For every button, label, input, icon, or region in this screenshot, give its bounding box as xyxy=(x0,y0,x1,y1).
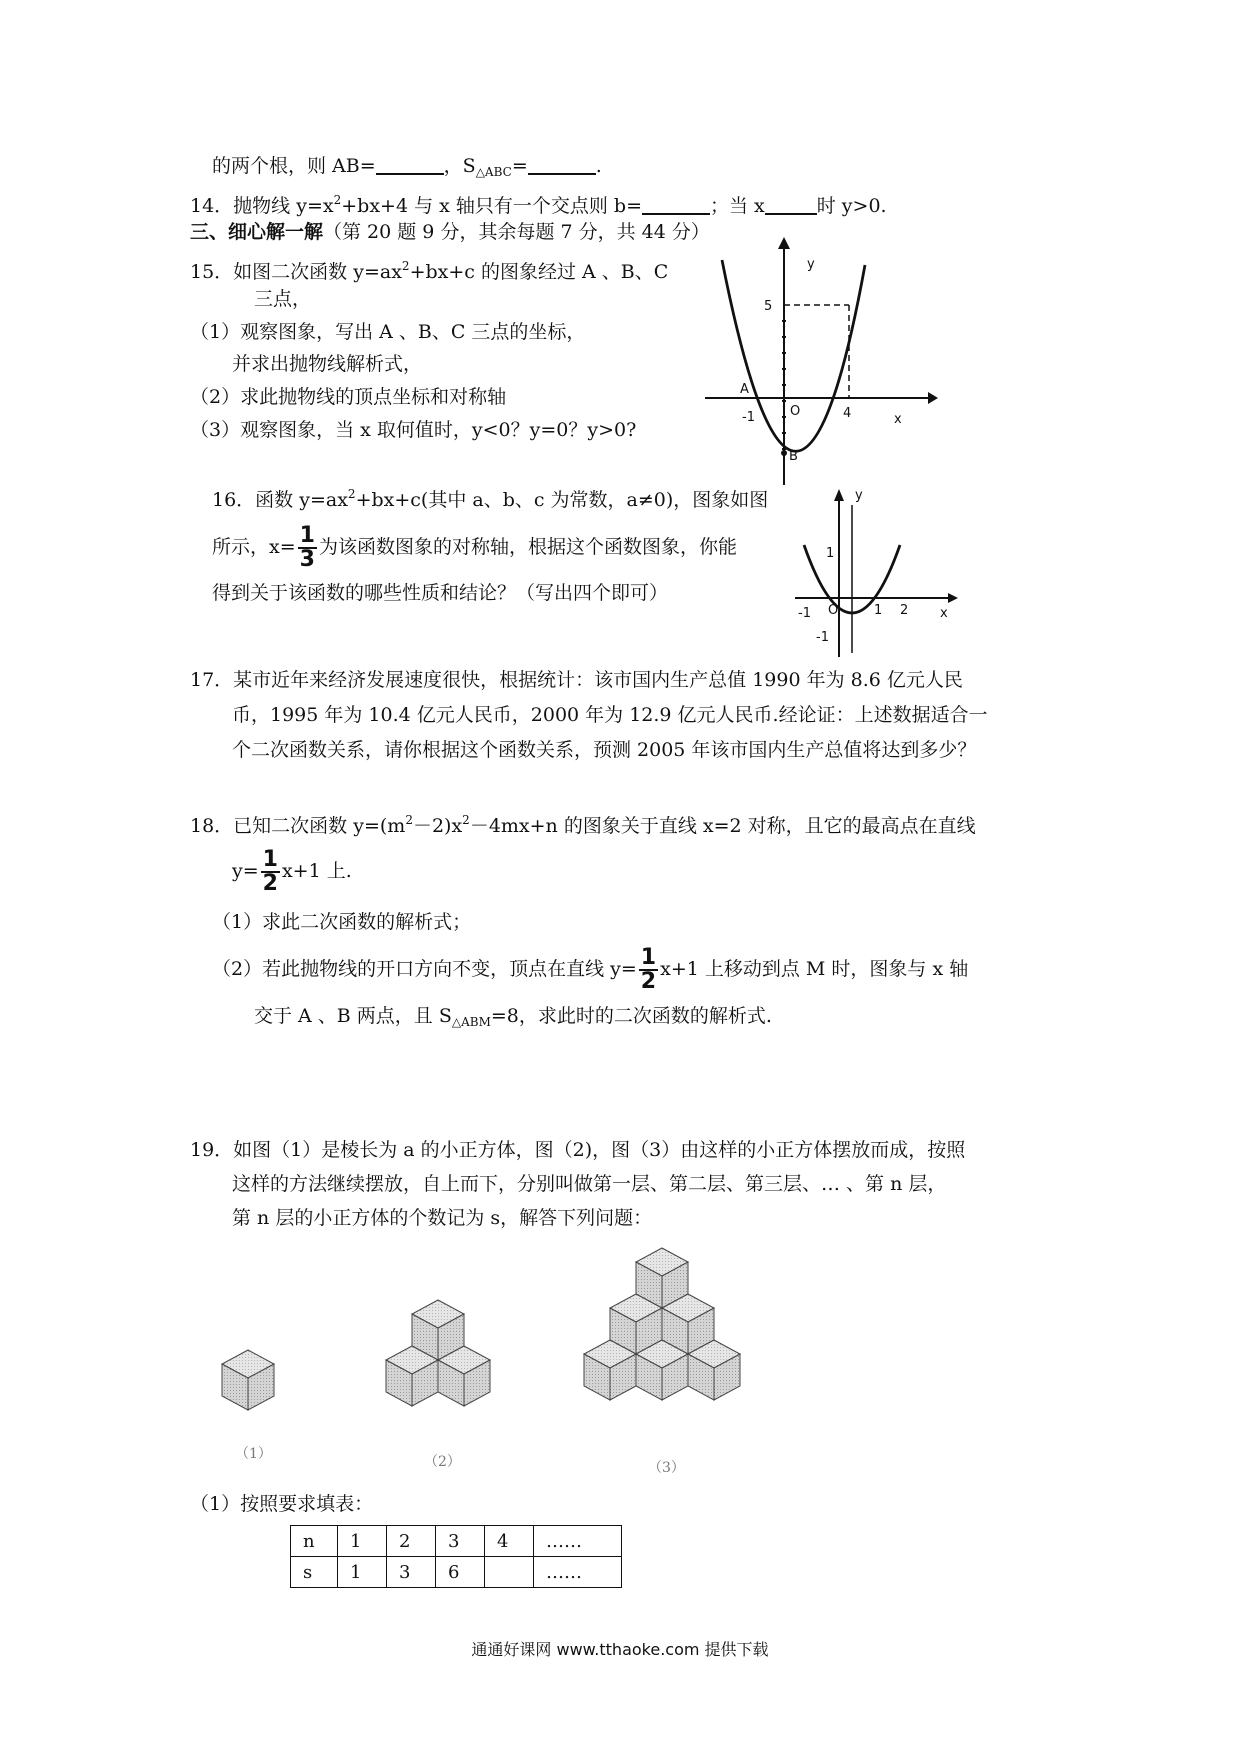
q18-l1c: －4mx+n 的图象关于直线 x=2 对称，且它的最高点在直线 xyxy=(469,815,976,837)
q14-line xyxy=(190,188,887,218)
q18-p2b: x+1 上移动到点 M 时，图象与 x 轴 xyxy=(660,958,969,980)
q16-line2 xyxy=(212,522,737,572)
q18-part3 xyxy=(254,1004,772,1034)
table-cell: 6 xyxy=(436,1557,485,1588)
q15-parabola-graph xyxy=(700,235,940,485)
q18-p2a: （2）若此抛物线的开口方向不变，顶点在直线 y= xyxy=(212,958,637,980)
table-cell: 1 xyxy=(338,1526,387,1557)
q18-part2 xyxy=(212,944,968,994)
q14-t1: 14．抛物线 y=x xyxy=(190,195,334,217)
one-half-fraction xyxy=(261,849,280,895)
q16-origin-label: O xyxy=(828,603,839,618)
q18-l1a: 18．已知二次函数 y=(m xyxy=(190,815,406,837)
table-cell: 3 xyxy=(436,1526,485,1557)
q16-line3: 得到关于该函数的哪些性质和结论？（写出四个即可） xyxy=(212,582,669,604)
table-cell: n xyxy=(291,1526,338,1557)
q16-onex-label: 1 xyxy=(874,603,883,618)
q16-line1b: +bx+c(其中 a、b、c 为常数，a≠0)，图象如图 xyxy=(355,489,769,511)
q15-part1a: （1）观察图象，写出 A 、B、C 三点的坐标， xyxy=(190,321,586,343)
b-answer-blank[interactable] xyxy=(642,195,710,215)
figure-1-caption: （1） xyxy=(235,1446,272,1462)
q16-sup: 2 xyxy=(347,487,356,501)
q15-part3: （3）观察图象，当 x 取何值时，y<0？y=0？y>0? xyxy=(190,419,637,441)
one-half-fraction-2 xyxy=(639,947,658,993)
q17-line2: 币，1995 年为 10.4 亿元人民币，2000 年为 12.9 亿元人民币.经论证：上述数据适合一 xyxy=(232,704,988,726)
table-cell: 2 xyxy=(387,1526,436,1557)
q15-x-label: x xyxy=(894,412,902,427)
q14-t2: +bx+4 与 x 轴只有一个交点则 b= xyxy=(341,195,642,217)
q15-line2: 三点， xyxy=(254,288,312,310)
q13-text2: ，S xyxy=(443,155,476,177)
figure-2-caption: （2） xyxy=(424,1454,461,1470)
q18-line2 xyxy=(232,846,352,896)
frac-den: 3 xyxy=(299,547,315,572)
q16-line1 xyxy=(212,482,768,512)
q13-tail xyxy=(212,154,602,184)
footer: 通通好课网 www.tthaoke.com 提供下载 xyxy=(471,1640,769,1659)
table-row xyxy=(291,1526,622,1557)
table-cell: 4 xyxy=(485,1526,534,1557)
q18-p3a: 交于 A 、B 两点，且 S xyxy=(254,1005,452,1027)
q18-l2b: x+1 上. xyxy=(281,860,352,882)
q18-part1: （1）求此二次函数的解析式； xyxy=(212,911,472,933)
q16-two-label: 2 xyxy=(900,603,909,618)
table-cell: …… xyxy=(534,1526,622,1557)
q18-l2a: y= xyxy=(232,860,259,882)
frac-num: 1 xyxy=(262,847,278,872)
q15-part1b: 并求出抛物线解析式， xyxy=(232,353,423,375)
q18-p3sub: △ABM xyxy=(451,1015,491,1029)
figure-3-caption: （3） xyxy=(648,1460,685,1476)
section-heading xyxy=(190,220,710,244)
q15-point-b-label: B xyxy=(789,449,798,464)
q15-line1 xyxy=(190,254,668,284)
frac-num: 1 xyxy=(640,945,657,970)
ab-answer-blank[interactable] xyxy=(376,155,444,175)
q13-sub: △ABC xyxy=(475,165,512,179)
q14-sup: 2 xyxy=(333,193,342,207)
x-answer-blank[interactable] xyxy=(765,195,817,215)
q13-text3: = xyxy=(511,155,528,177)
q15-origin-label: O xyxy=(790,404,801,419)
q16-line1a: 16．函数 y=ax xyxy=(212,489,348,511)
q15-point-a-label: A xyxy=(740,382,749,397)
q16-one-label: 1 xyxy=(826,546,835,561)
q18-p3b: =8，求此时的二次函数的解析式. xyxy=(490,1005,772,1027)
q19-line2: 这样的方法继续摆放，自上而下，分别叫做第一层、第二层、第三层、… 、第 n 层， xyxy=(232,1173,947,1195)
one-third-fraction xyxy=(298,525,317,571)
q18-l1b: －2)x xyxy=(412,815,463,837)
q16-neg1x-label: -1 xyxy=(798,606,811,621)
q16-x-label: x xyxy=(940,606,948,621)
figure-3-cubes xyxy=(584,1248,740,1400)
q19-line3: 第 n 层的小正方体的个数记为 s，解答下列问题： xyxy=(232,1207,653,1229)
q16-y-label: y xyxy=(855,488,863,503)
fill-in-table xyxy=(290,1525,622,1588)
table-cell: 3 xyxy=(387,1557,436,1588)
section-title: 三、细心解一解 xyxy=(190,221,324,243)
q18-sup1: 2 xyxy=(405,813,413,827)
q16-parabola-graph xyxy=(790,485,960,660)
q15-y-label: y xyxy=(807,257,815,272)
q19-line1: 19．如图（1）是棱长为 a 的小正方体，图（2)，图（3）由这样的小正方体摆放而成，按照 xyxy=(190,1139,966,1161)
q13-text4: . xyxy=(595,155,602,177)
cube-figures xyxy=(210,1268,770,1478)
q14-t4: 时 y>0. xyxy=(816,195,887,217)
q16-line2b: 为该函数图象的对称轴，根据这个函数图象，你能 xyxy=(318,536,737,558)
frac-den: 2 xyxy=(640,969,657,994)
s-answer-cell[interactable] xyxy=(485,1557,534,1588)
q18-line1 xyxy=(190,808,976,838)
q16-neg1y-label: -1 xyxy=(816,630,829,645)
frac-num: 1 xyxy=(299,523,315,548)
q15-neg1-label: -1 xyxy=(742,410,755,425)
section-note: （第 20 题 9 分，其余每题 7 分，共 44 分） xyxy=(323,221,710,243)
q18-sup2: 2 xyxy=(462,813,470,827)
q17-line1: 17．某市近年来经济发展速度很快，根据统计：该市国内生产总值 1990 年为 8.6 亿元人民 xyxy=(190,669,963,691)
q15-line1a: 15．如图二次函数 y=ax xyxy=(190,261,402,283)
table-cell: s xyxy=(291,1557,338,1588)
q14-t3: ；当 x xyxy=(710,195,765,217)
q15-five-label: 5 xyxy=(764,299,773,314)
table-row xyxy=(291,1557,622,1588)
area-answer-blank[interactable] xyxy=(528,155,596,175)
q15-line1b: +bx+c 的图象经过 A 、B、C xyxy=(409,261,669,283)
q15-sup: 2 xyxy=(401,259,410,273)
figure-2-cubes xyxy=(386,1300,490,1406)
q19-sub1: （1）按照要求填表： xyxy=(190,1493,374,1515)
q16-line2a: 所示，x= xyxy=(212,536,296,558)
q17-line3: 个二次函数关系，请你根据这个函数关系，预测 2005 年该市国内生产总值将达到多少？ xyxy=(232,739,977,761)
table-cell: 1 xyxy=(338,1557,387,1588)
q15-four-label: 4 xyxy=(843,406,852,421)
table-cell: …… xyxy=(534,1557,622,1588)
q15-part2: （2）求此抛物线的顶点坐标和对称轴 xyxy=(190,386,507,408)
q13-text1: 的两个根，则 AB= xyxy=(212,155,376,177)
figure-1-cube xyxy=(222,1350,274,1410)
frac-den: 2 xyxy=(262,871,278,896)
